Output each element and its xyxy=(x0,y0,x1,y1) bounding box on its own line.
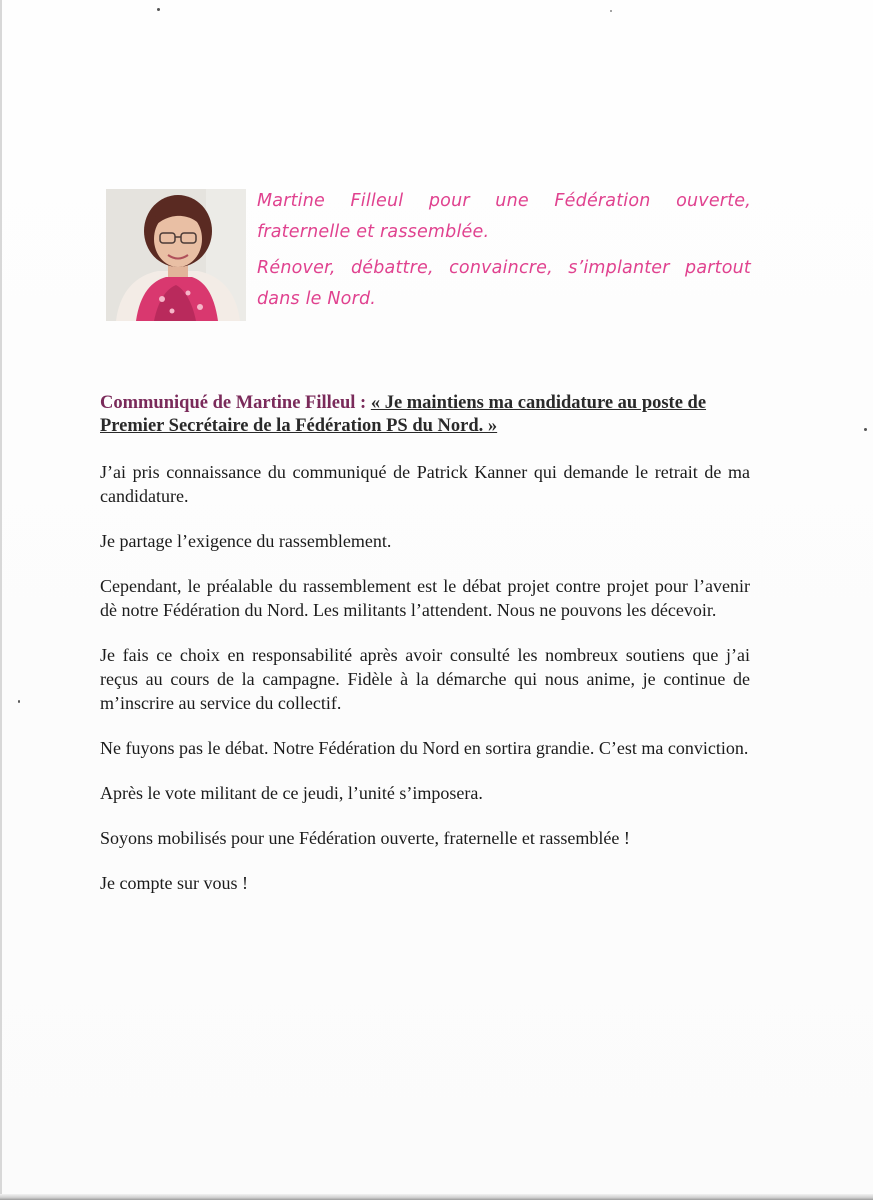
communique-title-prefix: Communiqué de Martine Filleul : xyxy=(100,393,367,413)
paragraph: Je compte sur vous ! xyxy=(100,873,248,893)
scan-speck xyxy=(610,10,612,12)
paragraph: Ne fuyons pas le débat. Notre Fédération du Nord en sortira grandie. C’est ma conviction. xyxy=(100,738,749,758)
scan-edge-bottom xyxy=(0,1194,873,1200)
scan-speck xyxy=(157,8,160,11)
communique-body xyxy=(100,392,750,916)
portrait-photo xyxy=(106,189,246,321)
communique-title-quote: « Je maintiens ma candidature au poste de Premier Secrétaire de la Fédération PS du Nord. » xyxy=(100,393,707,436)
communique-title xyxy=(100,392,750,438)
slogan-line-1: Martine Filleul pour une Fédération ouverte, fraternelle et rassemblée. xyxy=(257,191,751,242)
scan-speck xyxy=(864,428,867,431)
slogan-line-2: Rénover, débattre, convaincre, s’implanter partout dans le Nord. xyxy=(257,258,751,309)
paragraph: Cependant, le préalable du rassemblement est le débat projet contre projet pour l’avenir dè notre Fédération du Nord. Les militants l’attendent. Nous ne pouvons les décevoir. xyxy=(100,576,750,620)
slogan-block xyxy=(257,186,751,315)
paragraph: Je partage l’exigence du rassemblement. xyxy=(100,531,392,551)
paragraph: J’ai pris connaissance du communiqué de Patrick Kanner qui demande le retrait de ma candidature. xyxy=(100,462,750,506)
scan-speck xyxy=(18,700,20,703)
paragraph: Je fais ce choix en responsabilité après avoir consulté les nombreux soutiens que j’ai reçus au cours de la campagne. Fidèle à la démarche qui nous anime, je continue de m’inscrire au service du collectif. xyxy=(100,645,750,713)
scan-edge-left xyxy=(0,0,2,1200)
paragraph: Soyons mobilisés pour une Fédération ouverte, fraternelle et rassemblée ! xyxy=(100,828,630,848)
portrait-illustration xyxy=(106,189,246,321)
paragraph: Après le vote militant de ce jeudi, l’unité s’imposera. xyxy=(100,783,483,803)
